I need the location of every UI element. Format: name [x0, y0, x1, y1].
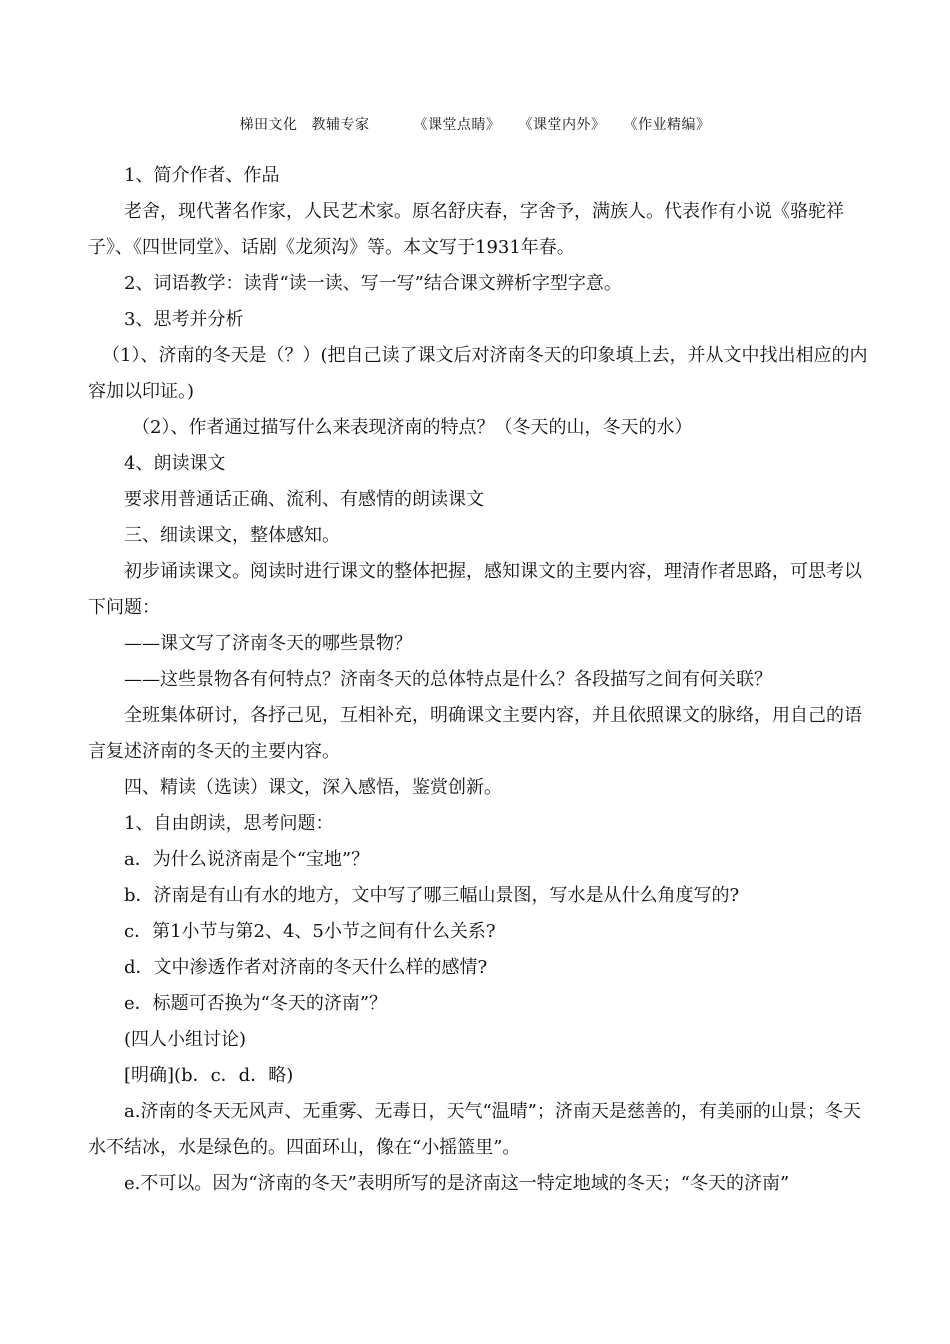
header-book-2: 《课堂内外》	[518, 117, 606, 133]
header-company: 梯田文化	[239, 117, 298, 133]
section-heading: 1、简介作者、作品	[124, 165, 280, 186]
section-heading: 四、精读（选读）课文，深入感悟，鉴赏创新。	[124, 777, 502, 798]
header-book-1: 《课堂点睛》	[413, 117, 501, 133]
answer-item: a.济南的冬天无风声、无重雾、无毒日，天气“温晴”；济南天是慈善的，有美丽的山景；冬天水不结冰，水是绿色的。四面环山，像在“小摇篮里”。	[88, 1101, 861, 1158]
question-item: ——课文写了济南冬天的哪些景物？	[124, 633, 412, 654]
document-body	[88, 158, 868, 1202]
header-tagline: 教辅专家	[311, 117, 370, 133]
question-item: （1）、济南的冬天是（？）(把自己读了课文后对济南冬天的印象填上去，并从文中找出相应的内容加以印证。)	[88, 345, 868, 402]
question-item: a．为什么说济南是个“宝地”？	[124, 849, 370, 870]
section-heading: 3、思考并分析	[124, 309, 244, 330]
section-heading: 2、词语教学：读背“读一读、写一写”结合课文辨析字型字意。	[124, 273, 622, 294]
question-item: e．标题可否换为“冬天的济南”？	[124, 993, 388, 1014]
question-item: ——这些景物各有何特点？济南冬天的总体特点是什么？各段描写之间有何关联？	[124, 669, 772, 690]
paragraph: 全班集体研讨，各抒己见，互相补充，明确课文主要内容，并且依照课文的脉络，用自己的语言复述济南的冬天的主要内容。	[88, 705, 862, 762]
paragraph: (四人小组讨论)	[124, 1029, 247, 1050]
page-header	[0, 114, 950, 134]
question-item: （2）、作者通过描写什么来表现济南的特点？（冬天的山，冬天的水）	[132, 417, 693, 438]
question-item: d．文中渗透作者对济南的冬天什么样的感情?	[124, 957, 488, 978]
section-heading: 4、朗读课文	[124, 453, 226, 474]
question-item: c．第1小节与第2、4、5小节之间有什么关系?	[124, 921, 496, 942]
answer-item: e.不可以。因为“济南的冬天”表明所写的是济南这一特定地域的冬天；“冬天的济南”	[124, 1173, 790, 1194]
paragraph: 初步诵读课文。阅读时进行课文的整体把握，感知课文的主要内容，理清作者思路，可思考以下问题：	[88, 561, 862, 618]
section-heading: 三、细读课文，整体感知。	[124, 525, 340, 546]
question-item: b．济南是有山有水的地方，文中写了哪三幅山景图，写水是从什么角度写的?	[124, 885, 740, 906]
section-heading: 1、自由朗读，思考问题：	[124, 813, 334, 834]
paragraph: [明确](b．c．d．略)	[124, 1065, 294, 1086]
paragraph: 要求用普通话正确、流利、有感情的朗读课文	[124, 489, 484, 510]
header-book-3: 《作业精编》	[623, 117, 711, 133]
paragraph: 老舍，现代著名作家，人民艺术家。原名舒庆春，字舍予，满族人。代表作有小说《骆驼祥子》、《四世同堂》、话剧《龙须沟》等。本文写于1931年春。	[88, 201, 844, 258]
